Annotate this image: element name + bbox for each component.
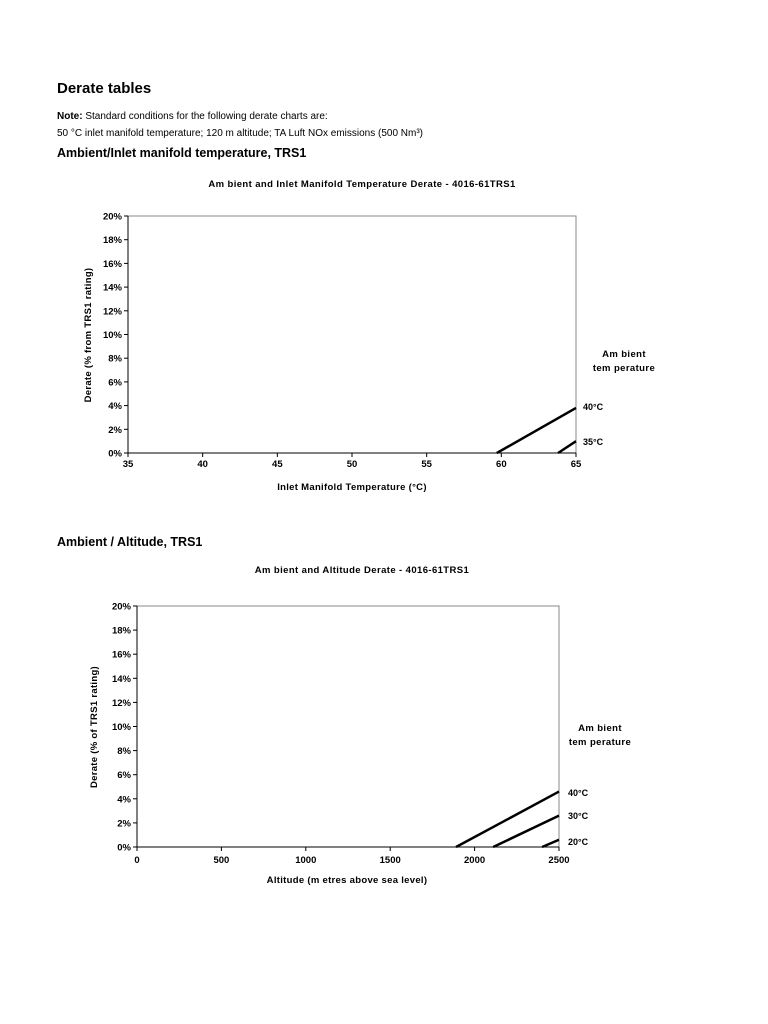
y-tick-label: 10% (102, 330, 122, 341)
y-tick-label: 10% (111, 722, 131, 733)
series-label-30c: 30°C (568, 811, 589, 821)
y-tick-label: 18% (111, 625, 131, 637)
x-axis-label: Inlet Manifold Temperature (°C) (277, 482, 427, 493)
series-label-35c: 35°C (583, 437, 604, 447)
note-line-2: 50 °C inlet manifold temperature; 120 m altitude; TA Luft NOx emissions (500 Nm³) (57, 128, 424, 139)
series-line-20c (542, 840, 559, 847)
x-tick-label: 2000 (464, 855, 486, 866)
y-tick-label: 18% (102, 235, 122, 247)
inlet-manifold-derate-chart (0, 170, 768, 500)
legend-title: Am bient (578, 723, 622, 734)
altitude-derate-chart (0, 560, 768, 900)
x-tick-label: 35 (122, 459, 134, 470)
y-tick-label: 6% (117, 770, 131, 782)
y-tick-label: 20% (111, 601, 131, 613)
y-tick-label: 8% (117, 746, 131, 758)
series-label-40c: 40°C (583, 402, 604, 412)
y-tick-label: 0% (117, 842, 131, 854)
note-label: Note: (57, 111, 83, 122)
x-tick-label: 55 (421, 459, 432, 470)
chart-title: Am bient and Inlet Manifold Temperature Derate - 4016-61TRS1 (208, 179, 516, 190)
legend-title: Am bient (602, 349, 646, 360)
note-line-1 (57, 111, 328, 122)
plot-area-frame (128, 216, 576, 453)
series-label-40c: 40°C (568, 788, 589, 798)
series-label-20c: 20°C (568, 837, 589, 847)
y-tick-label: 14% (111, 673, 131, 685)
legend-title: tem perature (568, 737, 632, 748)
legend-title: tem perature (592, 363, 656, 374)
x-tick-label: 500 (213, 855, 230, 866)
y-tick-label: 14% (102, 282, 122, 294)
y-tick-label: 2% (108, 424, 122, 436)
x-tick-label: 2500 (548, 855, 570, 866)
series-line-40c (497, 408, 576, 453)
x-tick-label: 65 (570, 459, 582, 470)
x-tick-label: 0 (134, 855, 140, 866)
y-tick-label: 2% (117, 818, 131, 830)
x-tick-label: 1000 (295, 855, 317, 866)
y-axis-label: Derate (% of TRS1 rating) (89, 665, 100, 789)
y-tick-label: 16% (102, 258, 122, 270)
y-axis-label: Derate (% from TRS1 rating) (83, 267, 94, 403)
y-tick-label: 0% (108, 448, 122, 460)
y-tick-label: 20% (102, 211, 122, 223)
y-tick-label: 6% (108, 377, 122, 389)
y-tick-label: 4% (108, 401, 122, 413)
series-line-35c (558, 441, 576, 453)
section-heading-altitude: Ambient / Altitude, TRS1 (57, 535, 203, 549)
section-heading-inlet-manifold: Ambient/Inlet manifold temperature, TRS1 (57, 146, 307, 160)
x-tick-label: 60 (496, 459, 507, 470)
note-text: Standard conditions for the following derate charts are: (82, 111, 328, 122)
chart-title: Am bient and Altitude Derate - 4016-61TRS1 (254, 565, 470, 576)
y-tick-label: 8% (108, 353, 122, 365)
page-title: Derate tables (57, 80, 152, 97)
y-tick-label: 12% (102, 306, 122, 318)
plot-area-frame (137, 606, 559, 847)
series-line-40c (456, 792, 559, 847)
x-tick-label: 45 (272, 459, 283, 470)
x-tick-label: 1500 (379, 855, 401, 866)
y-tick-label: 12% (111, 697, 131, 709)
y-tick-label: 16% (111, 649, 131, 661)
x-tick-label: 50 (346, 459, 358, 470)
x-tick-label: 40 (197, 459, 208, 470)
y-tick-label: 4% (117, 794, 131, 806)
x-axis-label: Altitude (m etres above sea level) (266, 875, 428, 886)
